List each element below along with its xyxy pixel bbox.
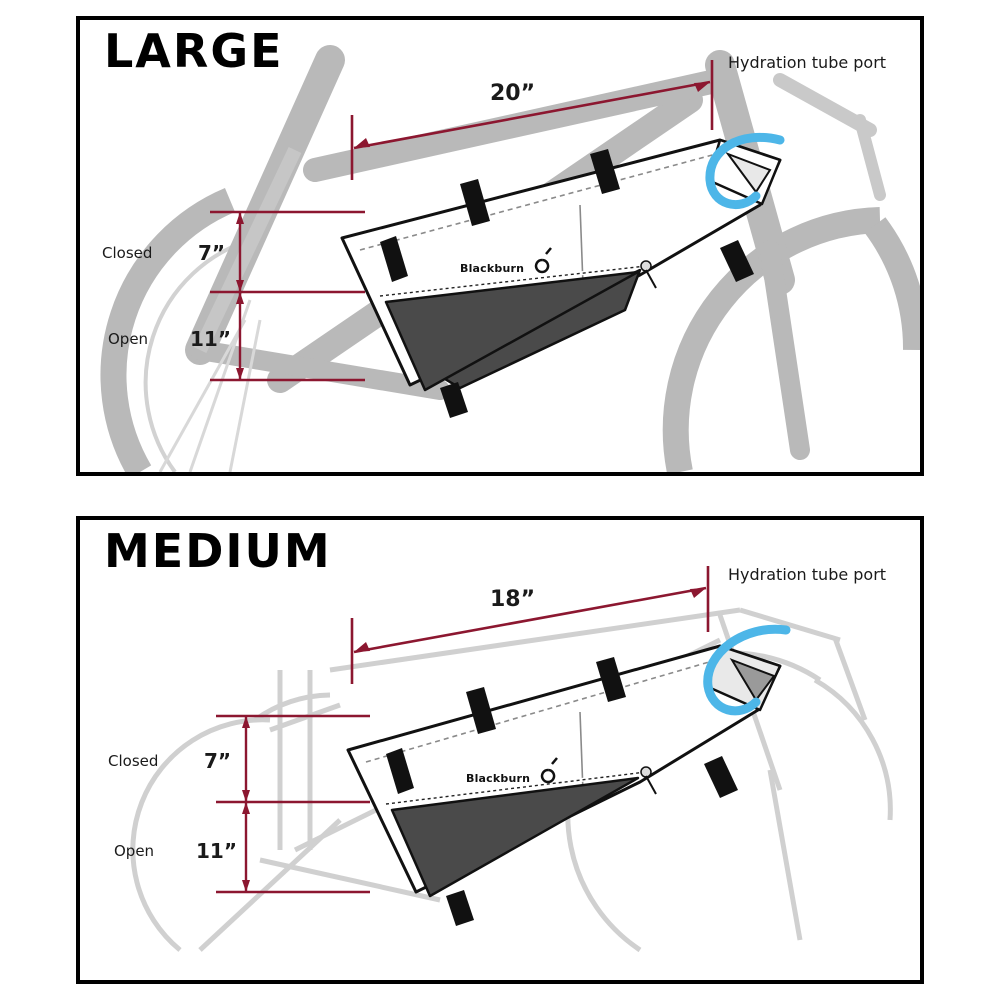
panel-medium-illustration <box>80 520 920 980</box>
height-label-closed-medium: Closed <box>108 752 159 770</box>
dimension-top-label-medium: 18” <box>490 587 536 612</box>
height-label-open-medium: Open <box>114 842 155 860</box>
height-value-open-large: 11” <box>190 327 231 351</box>
panel-large-illustration <box>80 20 920 472</box>
height-label-closed-large: Closed <box>102 244 153 262</box>
height-value-closed-medium: 7” <box>204 749 232 773</box>
callout-hydration-large: Hydration tube port <box>728 53 887 72</box>
frame-bag-medium <box>348 646 780 926</box>
panel-medium-title: MEDIUM <box>104 524 332 578</box>
brand-label-large: Blackburn <box>460 262 525 275</box>
height-label-open-large: Open <box>108 330 149 348</box>
panel-large <box>76 16 924 476</box>
height-value-closed-large: 7” <box>198 241 226 265</box>
dimension-top-label-large: 20” <box>490 81 536 106</box>
panel-large-title: LARGE <box>104 24 284 78</box>
panel-medium <box>76 516 924 984</box>
brand-label-medium: Blackburn <box>466 772 531 785</box>
height-value-open-medium: 11” <box>196 839 237 863</box>
callout-hydration-medium: Hydration tube port <box>728 565 887 584</box>
